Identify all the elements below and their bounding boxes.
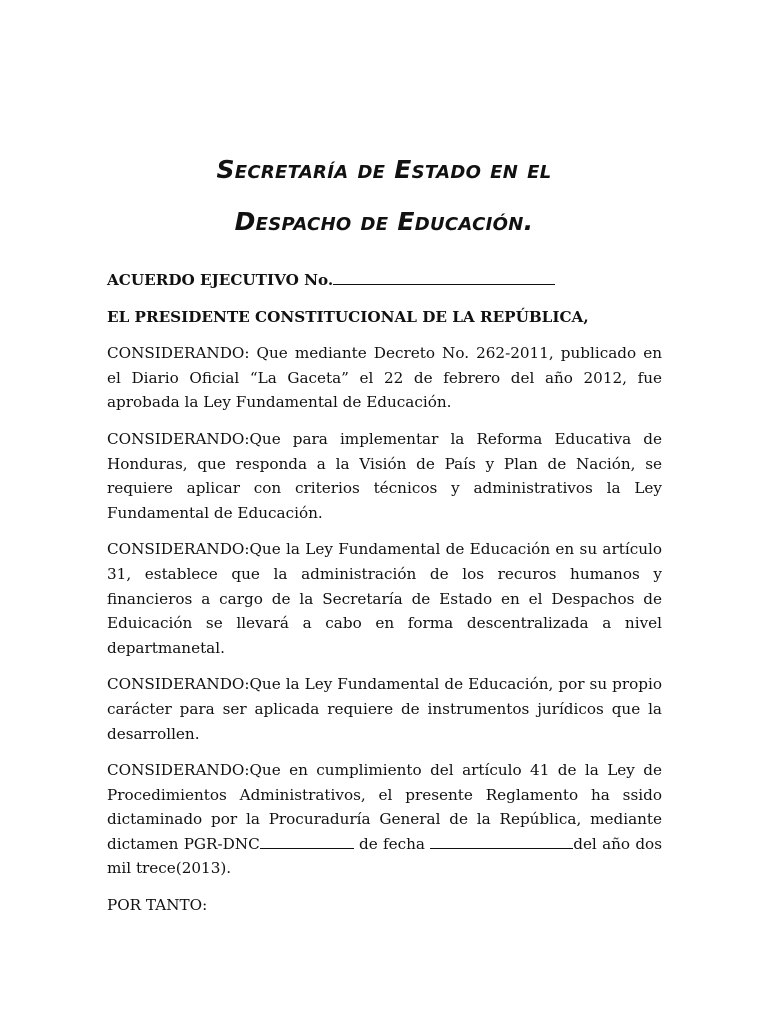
por-tanto: POR TANTO: bbox=[107, 896, 208, 915]
acuerdo-heading bbox=[107, 268, 662, 293]
considerando-1: CONSIDERANDO: Que mediante Decreto No. 262-2011, publicado en el Diario Oficial “La Gaceta” el 22 de febrero del año 2012, fue aprobada la Ley Fundamental de Educación. bbox=[107, 344, 662, 412]
acuerdo-number-blank bbox=[333, 268, 555, 285]
presidente-heading: EL PRESIDENTE CONSTITUCIONAL DE LA REPÚBLICA, bbox=[107, 307, 589, 326]
considerando-5-text-3: del año dos mil trece(2013). bbox=[107, 834, 662, 878]
considerando-5-text-1: CONSIDERANDO:Que en cumplimiento del artículo 41 de la Ley de Procedimientos Administrativos, el presente Reglamento ha ssido dictaminado por la Procuraduría General de la República, mediante dictamen PGR-DNC bbox=[107, 761, 662, 853]
considerando-5 bbox=[107, 758, 662, 881]
considerando-3: CONSIDERANDO:Que la Ley Fundamental de Educación en su artículo 31, establece que la administración de los recuros humanos y financieros a cargo de la Secretaría de Estado en el Despachos de Eduicación se llevará a cabo en forma descentralizada a nivel departmanetal. bbox=[107, 540, 662, 657]
dictamen-number-blank bbox=[260, 832, 354, 849]
considerando-2: CONSIDERANDO:Que para implementar la Reforma Educativa de Honduras, que responda a la Visión de País y Plan de Nación, se requiere aplicar con criterios técnicos y administrativos la Ley Fundamental de Educación. bbox=[107, 429, 662, 522]
document-body bbox=[107, 268, 662, 930]
considerando-4: CONSIDERANDO:Que la Ley Fundamental de Educación, por su propio carácter para ser aplicada requiere de instrumentos jurídicos que la desarrollen. bbox=[107, 675, 662, 743]
fecha-blank bbox=[430, 832, 573, 849]
title-line-2: Despacho de Educación. bbox=[234, 207, 534, 236]
title-line-1: Secretaría de Estado en el bbox=[216, 155, 552, 184]
considerando-5-text-2: de fecha bbox=[353, 834, 431, 853]
acuerdo-label: ACUERDO EJECUTIVO No. bbox=[107, 271, 334, 289]
